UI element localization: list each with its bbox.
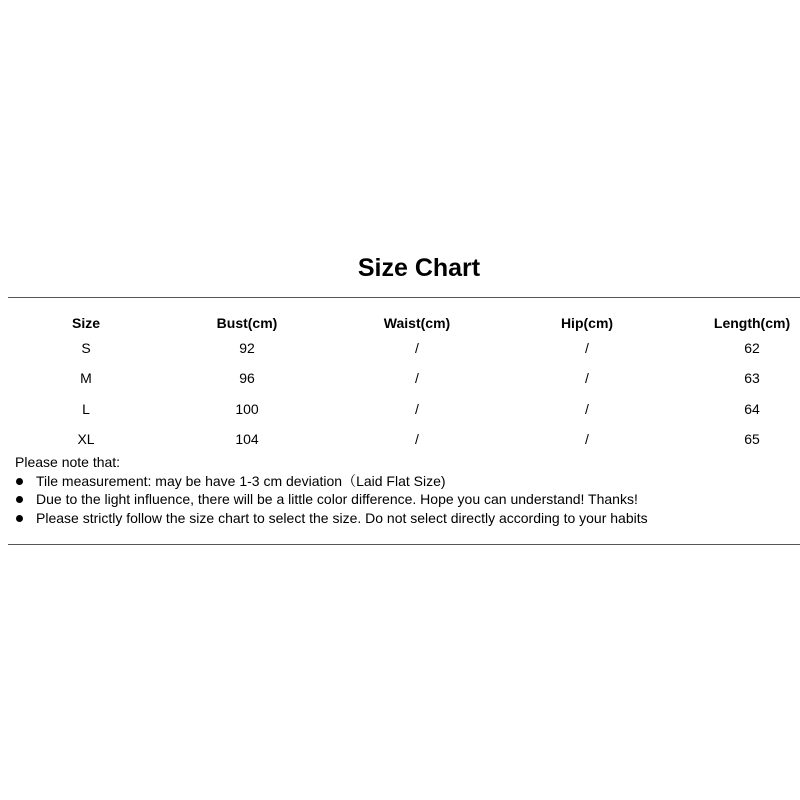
note-text: Please strictly follow the size chart to select the size. Do not select directly according to your habits — [36, 509, 648, 526]
table-cell-waist: / — [415, 370, 419, 386]
notes-section — [15, 453, 795, 527]
table-cell-hip: / — [585, 370, 589, 386]
table-cell-size: L — [82, 401, 90, 417]
bullet-dot-icon — [16, 515, 23, 522]
table-cell-bust: 100 — [235, 401, 259, 417]
notes-intro: Please note that: — [15, 454, 121, 470]
table-cell-hip: / — [585, 431, 589, 447]
table-cell-waist: / — [415, 431, 419, 447]
table-header-waist: Waist(cm) — [383, 315, 451, 331]
table-cell-size: XL — [77, 431, 95, 447]
table-cell-waist: / — [415, 401, 419, 417]
list-item — [15, 490, 795, 509]
notes-list — [15, 472, 795, 528]
table-cell-bust: 96 — [239, 370, 255, 386]
table-header-length: Length(cm) — [713, 315, 791, 331]
bullet-dot-icon — [16, 478, 23, 485]
bullet-dot-icon — [16, 496, 23, 503]
note-text: Tile measurement: may be have 1-3 cm deviation（Laid Flat Size) — [36, 472, 446, 489]
list-item — [15, 509, 795, 528]
table-header-bust: Bust(cm) — [216, 315, 278, 331]
table-header-hip: Hip(cm) — [560, 315, 614, 331]
table-cell-size: S — [81, 340, 91, 356]
bottom-divider — [8, 544, 800, 545]
table-header-size: Size — [71, 315, 101, 331]
table-cell-waist: / — [415, 340, 419, 356]
table-cell-length: 65 — [744, 431, 760, 447]
page-title: Size Chart — [357, 254, 481, 282]
table-cell-length: 62 — [744, 340, 760, 356]
table-cell-size: M — [80, 370, 92, 386]
table-cell-length: 63 — [744, 370, 760, 386]
note-text: Due to the light influence, there will be a little color difference. Hope you can understand! Thanks! — [36, 491, 638, 507]
table-cell-length: 64 — [744, 401, 760, 417]
table-cell-hip: / — [585, 401, 589, 417]
list-item — [15, 472, 795, 491]
table-cell-bust: 92 — [239, 340, 255, 356]
table-cell-hip: / — [585, 340, 589, 356]
table-cell-bust: 104 — [235, 431, 259, 447]
